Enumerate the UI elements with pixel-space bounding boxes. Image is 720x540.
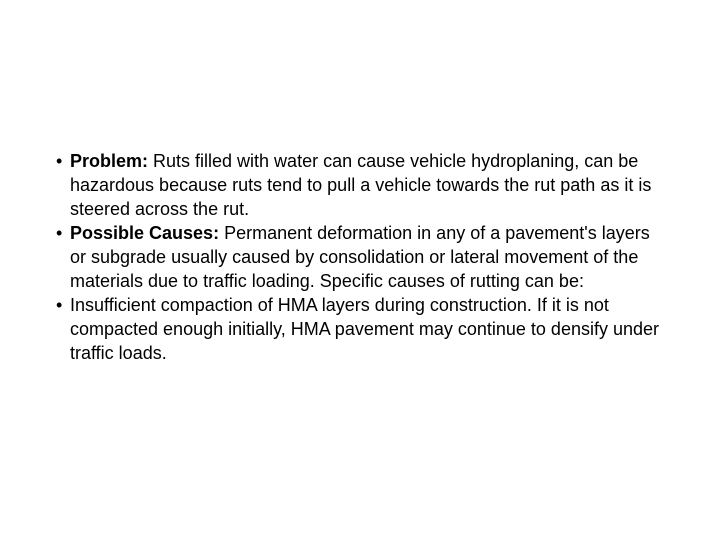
bullet-item-insufficient-compaction <box>56 293 666 365</box>
bullet-lead: Possible Causes: <box>70 223 220 243</box>
bullet-text: Permanent deformation in any of a pavement's layers or subgrade usually caused by consolidation or lateral movement of the materials due to traffic loading. Specific causes of rutting can be: <box>70 223 650 291</box>
bullet-text: Ruts filled with water can cause vehicle hydroplaning, can be hazardous because ruts tend to pull a vehicle towards the rut path as it is steered across the rut. <box>70 151 652 219</box>
bullet-text: Insufficient compaction of HMA layers during construction. If it is not compacted enough initially, HMA pavement may continue to densify under traffic loads. <box>70 295 659 363</box>
bullet-list <box>56 149 666 365</box>
bullet-lead: Problem: <box>70 151 149 171</box>
bullet-icon: • <box>56 295 63 315</box>
bullet-icon: • <box>56 151 63 171</box>
bullet-item-problem <box>56 149 666 221</box>
slide-body <box>56 149 666 365</box>
bullet-icon: • <box>56 223 63 243</box>
bullet-item-possible-causes <box>56 221 666 293</box>
